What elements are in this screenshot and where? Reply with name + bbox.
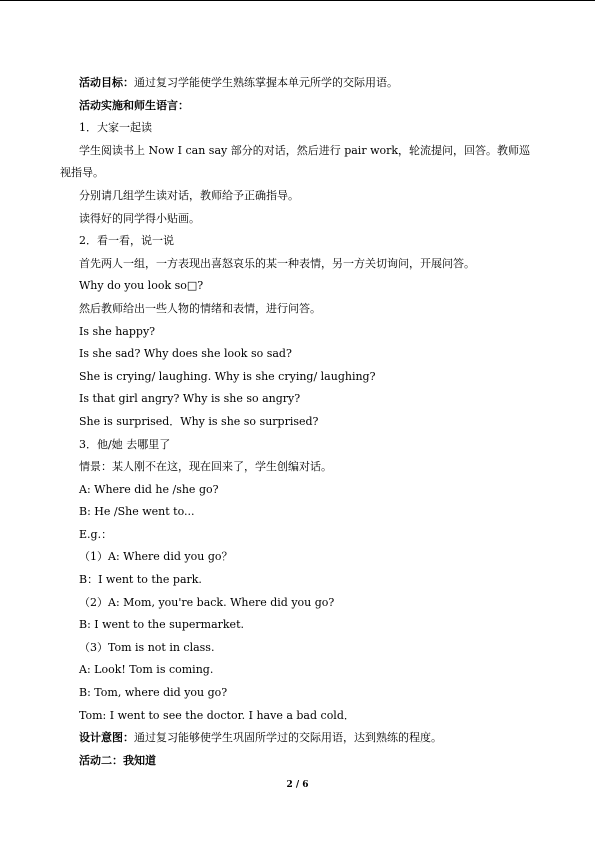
goal-text: 通过复习学能使学生熟练掌握本单元所学的交际用语。 <box>134 76 398 89</box>
example-1-b: B：I went to the park. <box>79 573 202 587</box>
dialog-line: Is she happy? <box>79 324 156 338</box>
section-1-paragraph-1-cont: 视指导。 <box>60 166 104 180</box>
section-2-title: 2．看一看，说一说 <box>79 234 174 248</box>
dialog-line: She is crying/ laughing. Why is she crying/ laughing? <box>79 369 376 383</box>
example-2-b: B: I went to the supermarket. <box>79 618 244 632</box>
example-3-b: A: Look! Tom is coming. <box>79 663 214 677</box>
section-1-paragraph-3: 读得好的同学得小贴画。 <box>79 211 200 225</box>
example-1-a: （1）A: Where did you go？ <box>79 550 233 564</box>
design-line <box>79 727 519 750</box>
example-3-d: Tom: I went to see the doctor. I have a bad cold． <box>79 708 355 722</box>
dialog-line: A: Where did he /she go? <box>79 482 219 496</box>
section-3-paragraph-1: 情景：某人刚不在这，现在回来了，学生创编对话。 <box>79 460 332 474</box>
goal-label: 活动目标： <box>79 76 134 89</box>
page-number: 2 / 6 <box>286 780 309 790</box>
top-rule <box>0 0 595 1</box>
section-3-title: 3．他/她 去哪里了 <box>79 437 171 451</box>
section-1-paragraph-2: 分别请几组学生读对话，教师给予正确指导。 <box>79 188 299 202</box>
design-text: 通过复习能够使学生巩固所学过的交际用语，达到熟练的程度。 <box>134 731 442 745</box>
section-2-question: Why do you look so□? <box>79 279 204 293</box>
goal-line <box>79 72 519 95</box>
example-2-a: （2）A: Mom, you're back. Where did you go? <box>79 595 335 609</box>
section-2-paragraph-2: 然后教师给出一些人物的情绪和表情，进行问答。 <box>79 301 321 315</box>
section-1-title: 1．大家一起读 <box>79 121 152 135</box>
dialog-line: B: He /She went to... <box>79 505 195 519</box>
dialog-line: E.g.： <box>79 527 113 541</box>
design-label: 设计意图： <box>79 731 134 745</box>
section-2-paragraph-1: 首先两人一组，一方表现出喜怒哀乐的某一种表情，另一方关切询问，开展问答。 <box>79 256 475 270</box>
dialog-line: Is that girl angry? Why is she so angry? <box>79 392 301 406</box>
dialog-line: Is she sad? Why does she look so sad? <box>79 347 292 361</box>
dialog-line: She is surprised．Why is she so surprised? <box>79 414 319 428</box>
impl-heading: 活动实施和师生语言： <box>79 98 189 112</box>
example-3-c: B: Tom, where did you go? <box>79 686 228 700</box>
document-body <box>60 72 531 772</box>
activity-2-heading: 活动二：我知道 <box>79 753 156 767</box>
example-3-a: （3）Tom is not in class. <box>79 640 215 654</box>
section-1-paragraph-1: 学生阅读书上 Now I can say 部分的对话，然后进行 pair work，轮流提问，回答。教师巡 <box>79 143 531 157</box>
